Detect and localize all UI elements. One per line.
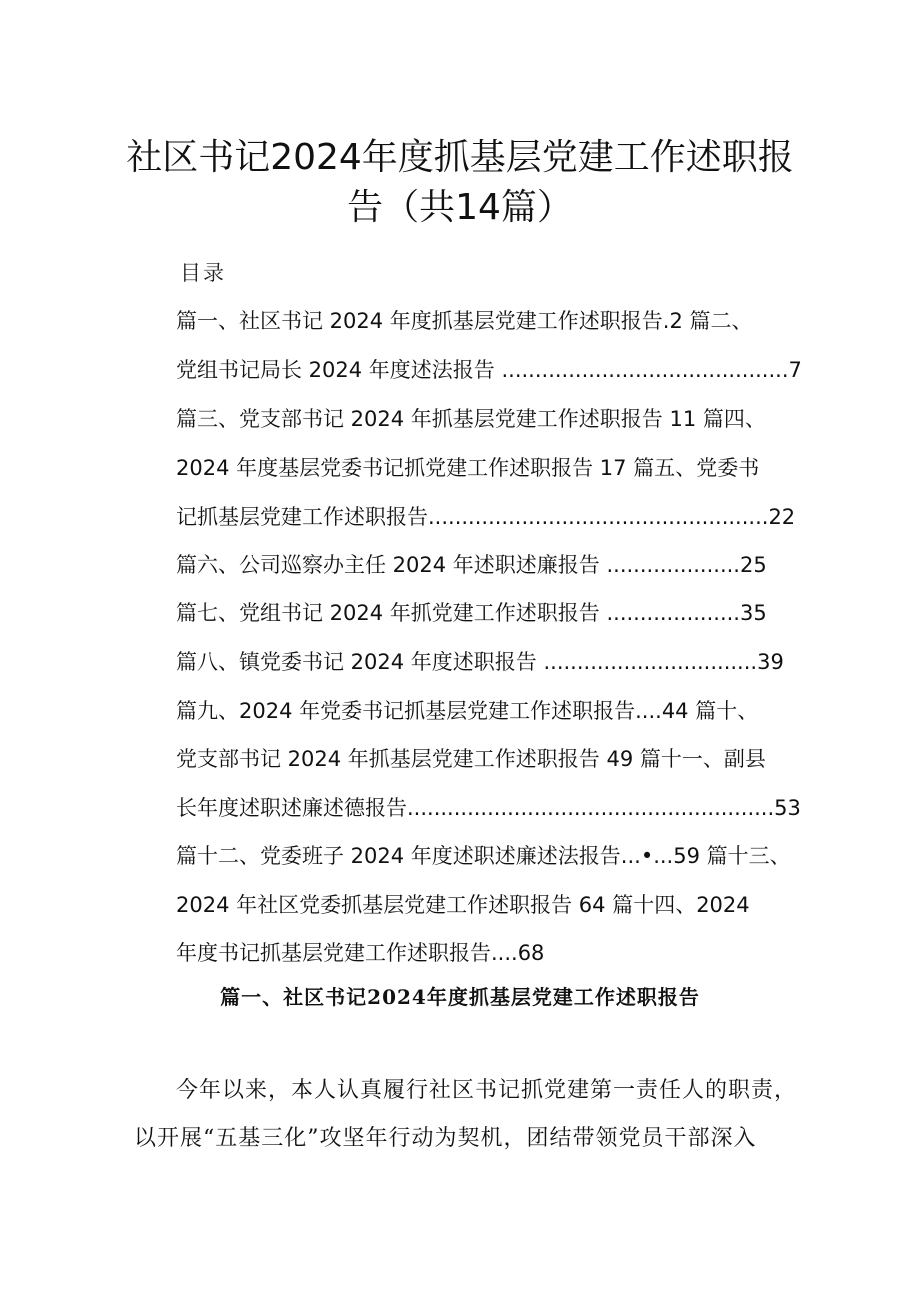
toc-line[interactable]: 篇一、社区书记 2024 年度抓基层党建工作述职报告.2 篇二、 bbox=[176, 309, 753, 333]
body-text-line: 今年以来，本人认真履行社区书记抓党建第一责任人的职责， bbox=[176, 1078, 798, 1103]
toc-line[interactable]: 长年度述职述廉述德报告.......................................................53 bbox=[176, 796, 801, 820]
toc-label: 目录 bbox=[180, 261, 226, 285]
toc-line[interactable]: 篇十二、党委班子 2024 年度述职述廉述法报告...•...59 篇十三、 bbox=[176, 844, 791, 868]
section-heading: 篇一、社区书记2024年度抓基层党建工作述职报告 bbox=[220, 985, 700, 1009]
toc-line[interactable]: 党组书记局长 2024 年度述法报告 ...........................................7 bbox=[176, 358, 802, 382]
document-title-line-2: 告（共14篇） bbox=[347, 187, 573, 228]
document-title-line-1: 社区书记2024年度抓基层党建工作述职报 bbox=[126, 137, 794, 178]
body-text-line: 以开展“五基三化”攻坚年行动为契机，团结带领党员干部深入 bbox=[134, 1126, 757, 1151]
toc-line[interactable]: 党支部书记 2024 年抓基层党建工作述职报告 49 篇十一、副县 bbox=[176, 747, 766, 771]
toc-line[interactable]: 2024 年社区党委抓基层党建工作述职报告 64 篇十四、2024 bbox=[176, 893, 750, 917]
toc-line[interactable]: 篇八、镇党委书记 2024 年度述职报告 ................................39 bbox=[176, 650, 784, 674]
toc-line[interactable]: 篇六、公司巡察办主任 2024 年述职述廉报告 ....................25 bbox=[176, 553, 767, 577]
toc-line[interactable]: 篇九、2024 年党委书记抓基层党建工作述职报告....44 篇十、 bbox=[176, 699, 759, 723]
toc-line[interactable]: 2024 年度基层党委书记抓党建工作述职报告 17 篇五、党委书 bbox=[176, 456, 760, 480]
toc-line[interactable]: 记抓基层党建工作述职报告...................................................22 bbox=[176, 505, 796, 529]
toc-line[interactable]: 篇七、党组书记 2024 年抓党建工作述职报告 ....................35 bbox=[176, 601, 767, 625]
toc-line[interactable]: 篇三、党支部书记 2024 年抓基层党建工作述职报告 11 篇四、 bbox=[176, 407, 766, 431]
toc-line[interactable]: 年度书记抓基层党建工作述职报告....68 bbox=[176, 941, 545, 965]
